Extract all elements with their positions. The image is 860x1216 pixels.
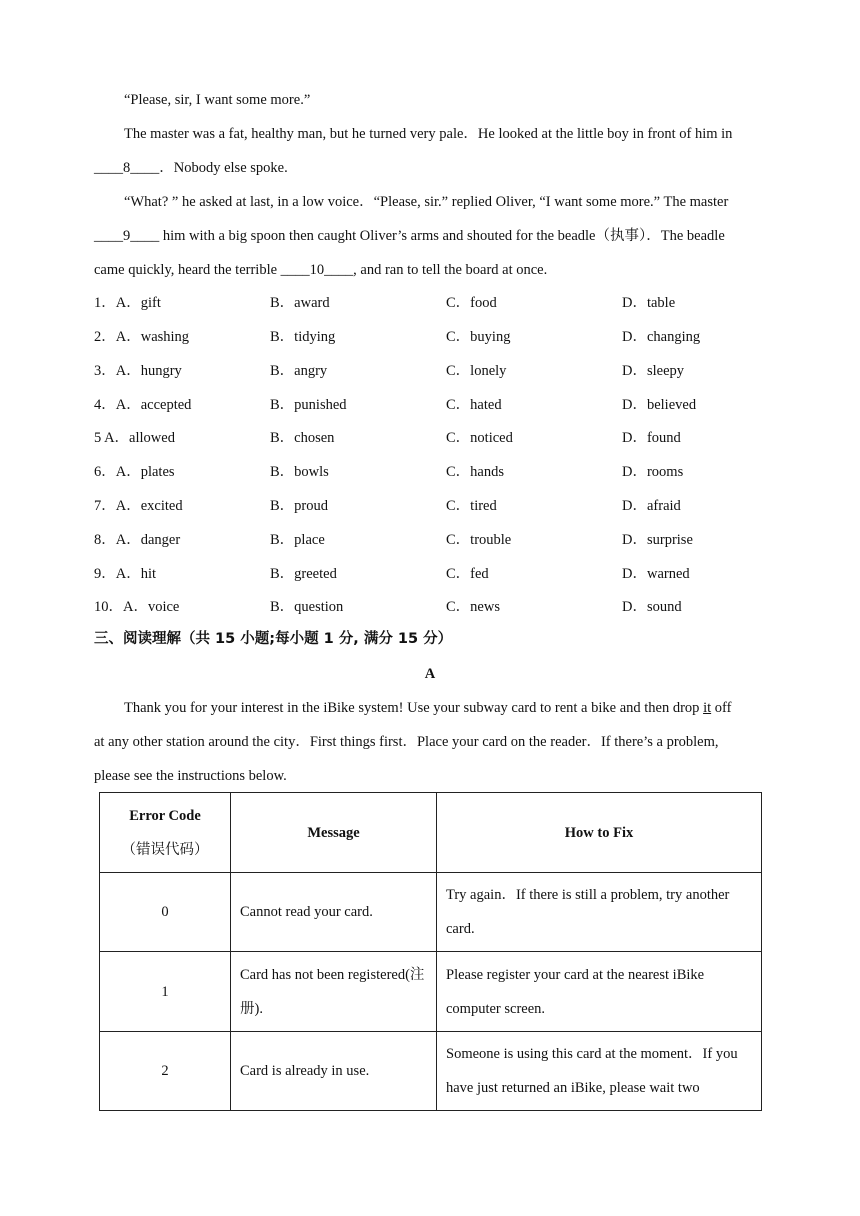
intro-text: Thank you for your interest in the iBike system! Use your subway card to rent a bike and then drop (124, 700, 704, 716)
table-row (100, 952, 762, 1032)
option-a: 7．A．excited (94, 498, 183, 514)
story-paragraph-3-line-1: “What? ” he asked at last, in a low voice．“Please, sir.” replied Oliver, “I want some more.” The master (124, 194, 729, 210)
option-d: D．table (622, 295, 676, 311)
header-error-code-cn: （错误代码） (121, 841, 209, 858)
option-d: D．sound (622, 599, 682, 615)
error-code-cell: 1 (100, 952, 231, 1032)
table-row (100, 873, 762, 952)
option-c: C．buying (446, 329, 511, 345)
error-code-table (99, 792, 762, 1111)
header-message: Message (231, 793, 437, 873)
option-c: C．noticed (446, 430, 513, 446)
underlined-word: it (703, 700, 712, 716)
option-a: 3．A．hungry (94, 363, 182, 379)
option-row (94, 530, 766, 550)
option-c: C．trouble (446, 532, 512, 548)
option-d: D．warned (622, 566, 690, 582)
option-row (94, 361, 766, 381)
option-a: 8．A．danger (94, 532, 181, 548)
option-a: 9．A．hit (94, 566, 157, 582)
option-b: B．bowls (270, 464, 329, 480)
header-error-code (100, 793, 231, 873)
option-row (94, 327, 766, 347)
message-cell: Card is already in use. (231, 1032, 437, 1111)
intro-line-3: please see the instructions below. (94, 768, 287, 784)
option-c: C．food (446, 295, 497, 311)
option-a: 1．A．gift (94, 295, 161, 311)
option-b: B．angry (270, 363, 328, 379)
story-paragraph-3-line-3: came quickly, heard the terrible ____10____, and ran to tell the board at once. (94, 262, 548, 278)
option-d: D．rooms (622, 464, 684, 480)
option-c: C．tired (446, 498, 497, 514)
story-paragraph-1: “Please, sir, I want some more.” (124, 92, 311, 108)
option-b: B．punished (270, 397, 347, 413)
header-how-to-fix: How to Fix (437, 793, 762, 873)
passage-label: A (424, 666, 436, 682)
story-paragraph-3-line-2: ____9____ him with a big spoon then caught Oliver’s arms and shouted for the beadle（执事）．The beadle (94, 228, 725, 244)
option-b: B．proud (270, 498, 328, 514)
option-row (94, 496, 766, 516)
option-row (94, 428, 766, 448)
option-d: D．believed (622, 397, 697, 413)
option-row (94, 597, 766, 617)
option-row (94, 564, 766, 584)
header-error-code-label: Error Code (129, 807, 201, 824)
story-paragraph-2-line-1: The master was a fat, healthy man, but he turned very pale．He looked at the little boy in front of him in (124, 126, 733, 142)
option-c: C．news (446, 599, 500, 615)
intro-text: off (711, 700, 732, 716)
option-d: D．found (622, 430, 681, 446)
option-a: 4．A．accepted (94, 397, 192, 413)
option-d: D．changing (622, 329, 701, 345)
option-c: C．lonely (446, 363, 507, 379)
option-b: B．award (270, 295, 330, 311)
option-row (94, 293, 766, 313)
fix-cell: Please register your card at the nearest iBike computer screen. (437, 952, 762, 1032)
option-c: C．hands (446, 464, 504, 480)
option-b: B．tidying (270, 329, 336, 345)
option-row (94, 395, 766, 415)
option-a: 2．A．washing (94, 329, 190, 345)
fix-cell: Try again．If there is still a problem, try another card. (437, 873, 762, 952)
option-b: B．question (270, 599, 344, 615)
option-a: 6．A．plates (94, 464, 175, 480)
option-d: D．afraid (622, 498, 681, 514)
option-d: D．surprise (622, 532, 693, 548)
option-a: 5 A．allowed (94, 430, 175, 446)
option-b: B．chosen (270, 430, 335, 446)
message-cell: Card has not been registered(注册). (231, 952, 437, 1032)
option-d: D．sleepy (622, 363, 685, 379)
error-code-cell: 2 (100, 1032, 231, 1111)
option-b: B．place (270, 532, 325, 548)
section-title: 三、阅读理解（共 15 小题;每小题 1 分, 满分 15 分） (94, 631, 453, 647)
option-a: 10．A．voice (94, 599, 180, 615)
option-c: C．hated (446, 397, 502, 413)
option-c: C．fed (446, 566, 489, 582)
intro-line-2: at any other station around the city．First things first．Place your card on the reader．If there’s a problem, (94, 734, 719, 750)
fix-cell: Someone is using this card at the moment．If you have just returned an iBike, please wait two (437, 1032, 762, 1111)
table-header-row (100, 793, 762, 873)
option-row (94, 462, 766, 482)
table-row (100, 1032, 762, 1111)
error-code-cell: 0 (100, 873, 231, 952)
option-b: B．greeted (270, 566, 337, 582)
intro-line-1 (124, 698, 796, 718)
story-paragraph-2-line-2: ____8____．Nobody else spoke. (94, 160, 288, 176)
message-cell: Cannot read your card. (231, 873, 437, 952)
